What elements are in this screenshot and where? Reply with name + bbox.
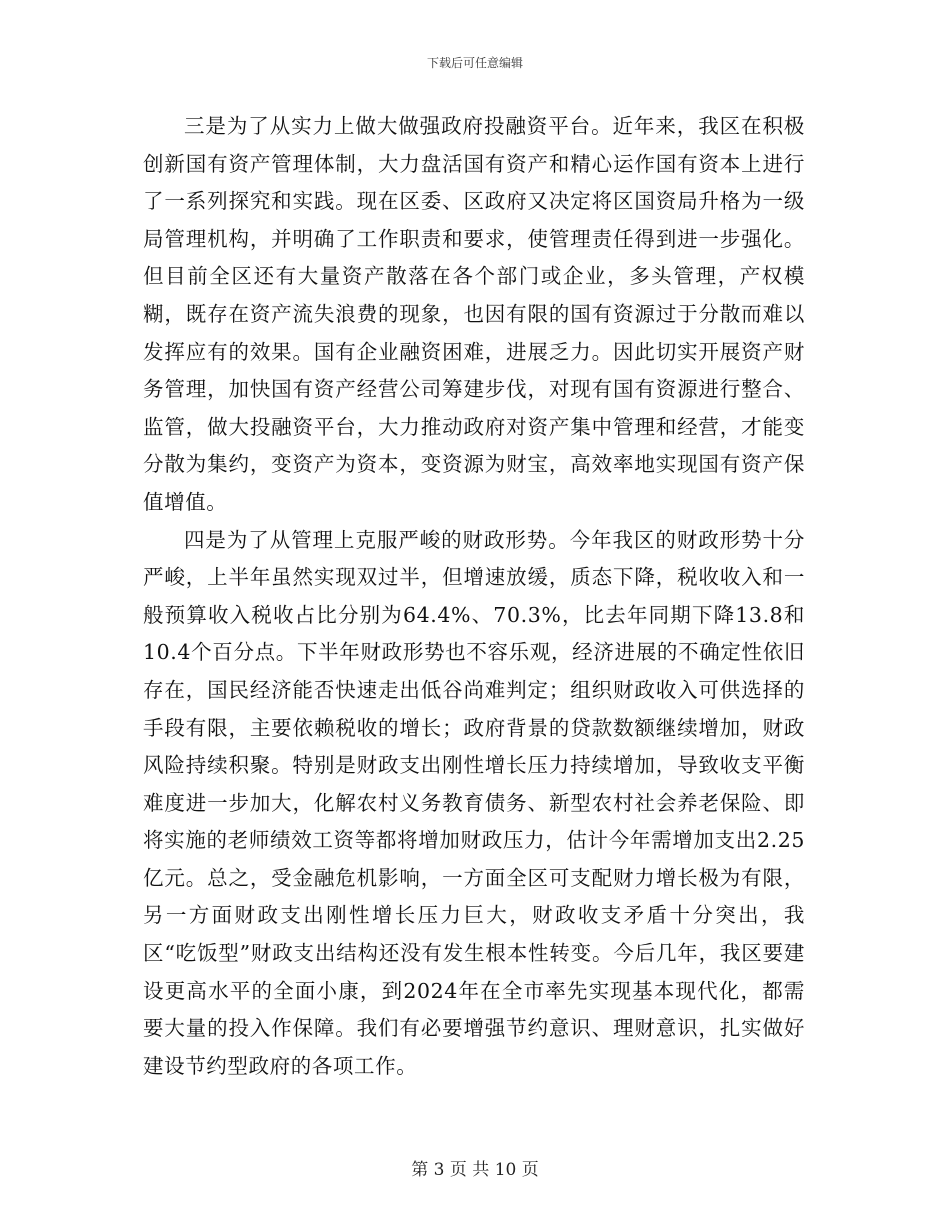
paragraph-3: 三是为了从实力上做大做强政府投融资平台。近年来，我区在积极创新国有资产管理体制，大力盘活国有资产和精心运作国有资本上进行了一系列探究和实践。现在区委、区政府又决定将区国资局升格为一级局管理机构，并明确了工作职责和要求，使管理责任得到进一步强化。但目前全区还有大量资产散落在各个部门或企业，多头管理，产权模糊，既存在资产流失浪费的现象，也因有限的国有资源过于分散而难以发挥应有的效果。国有企业融资困难，进展乏力。因此切实开展资产财务管理，加快国有资产经营公司筹建步伐，对现有国有资源进行整合、监管，做大投融资平台，大力推动政府对资产集中管理和经营，才能变分散为集约，变资产为资本，变资源为财宝，高效率地实现国有资产保值增值。	[143, 114, 805, 514]
paragraph-4: 四是为了从管理上克服严峻的财政形势。今年我区的财政形势十分严峻，上半年虽然实现双过半，但增速放缓，质态下降，税收收入和一般预算收入税收占比分别为64.4%、70.3%，比去年同期下降13.8和10.4个百分点。下半年财政形势也不容乐观，经济进展的不确定性依旧存在，国民经济能否快速走出低谷尚难判定；组织财政收入可供选择的手段有限，主要依赖税收的增长；政府背景的贷款数额继续增加，财政风险持续积聚。特别是财政支出刚性增长压力持续增加，导致收支平衡难度进一步加大，化解农村义务教育债务、新型农村社会养老保险、即将实施的老师绩效工资等都将增加财政压力，估计今年需增加支出2.25亿元。总之，受金融危机影响，一方面全区可支配财力增长极为有限，另一方面财政支出刚性增长压力巨大，财政收支矛盾十分突出，我区“吃饭型”财政支出结构还没有发生根本性转变。今后几年，我区要建设更高水平的全面小康，到2024年在全市率先实现基本现代化，都需要大量的投入作保障。我们有必要增强节约意识、理财意识，扎实做好建设节约型政府的各项工作。	[143, 527, 805, 1078]
page-number: 第 3 页 共 10 页	[411, 1160, 539, 1180]
document-body	[143, 108, 805, 1085]
header-note: 下载后可任意编辑	[426, 56, 523, 70]
